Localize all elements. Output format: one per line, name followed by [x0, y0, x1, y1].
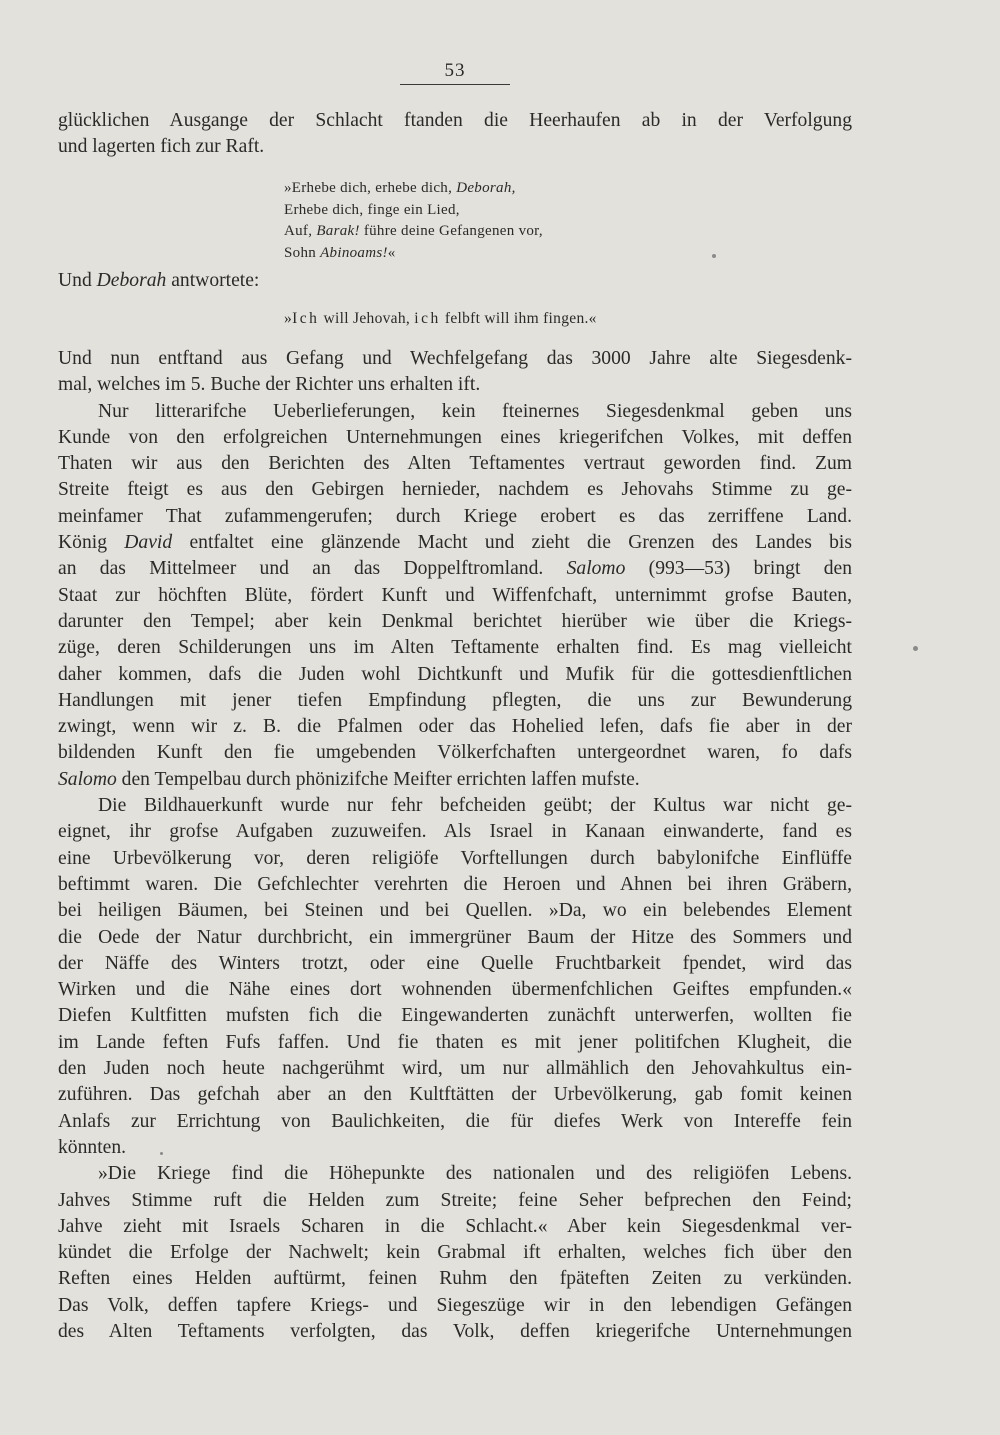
- verse-text: führe deine Gefangenen vor,: [359, 223, 543, 239]
- text-line: den Juden noch heute nachgerühmt wird, um nur allmählich den Jehovahkultus ein-: [58, 1058, 852, 1080]
- body-text: [58, 346, 852, 1345]
- verse-text: felbft will ihm fingen.«: [440, 310, 597, 327]
- text-line: eignet, ihr grofse Aufgaben zuzuweifen. Als Israel in Kanaan einwanderte, fand es: [58, 821, 852, 843]
- verse-line: [284, 221, 664, 243]
- verse-name: Deborah,: [456, 180, 516, 196]
- song-quote-deborah: [284, 310, 597, 328]
- spaced-word: ich: [414, 310, 441, 327]
- intro-name: Deborah: [96, 270, 167, 291]
- text-line: der Näffe des Winters trotzt, oder eine Quelle Fruchtbarkeit fpendet, wird das: [58, 952, 852, 974]
- italic-name: Salomo: [58, 768, 117, 790]
- intro-text: antwortete:: [166, 270, 260, 291]
- spaced-word: Ich: [292, 310, 320, 327]
- text-line: Staat zur höchften Blüte, fördert Kunft und Wiffenfchaft, unternimmt grofse Bauten,: [58, 584, 852, 606]
- text-line: zwingt, wenn wir z. B. die Pfalmen oder das Hohelied lefen, dafs fie aber in der: [58, 716, 852, 738]
- text-line: bei heiligen Bäumen, bei Steinen und bei Quellen. »Da, wo ein belebendes Element: [58, 900, 852, 922]
- text-line: könnten.: [58, 1136, 127, 1158]
- text-line: Nur litterarifche Ueberlieferungen, kein fteinernes Siegesdenkmal geben uns: [98, 400, 852, 422]
- page-number: 53: [400, 60, 510, 85]
- intro-text: Und: [58, 270, 97, 291]
- verse-line: [284, 200, 664, 222]
- text-line: »Die Kriege find die Höhepunkte des nationalen und des religiöfen Lebens.: [98, 1163, 852, 1185]
- text-line: darunter den Tempel; aber kein Denkmal berichtet hierüber wie über die Kriegs-: [58, 610, 852, 632]
- text-line: des Alten Teftaments verfolgten, das Volk, deffen kriegerifche Unternehmungen: [58, 1320, 852, 1342]
- text-line: Kunde von den erfolgreichen Unternehmungen eines kriegerifchen Volkes, mit deffen: [58, 426, 852, 448]
- verse-text: Auf,: [284, 223, 317, 239]
- text-line: meinfamer That zufammengerufen; durch Kriege erobert es das zerriffene Land.: [58, 505, 852, 527]
- text-line: Und nun entftand aus Gefang und Wechfelgefang das 3000 Jahre alte Siegesdenk-: [58, 348, 852, 369]
- verse-text: Sohn: [284, 244, 321, 261]
- line-part: (993—53) bringt den: [625, 558, 852, 580]
- text-line: [58, 767, 852, 793]
- paragraph-top: [58, 108, 852, 161]
- text-line: daher kommen, dafs die Juden wohl Dichtkunft und Mufik für die gottesdienftlichen: [58, 663, 852, 685]
- verse-line: [284, 178, 664, 200]
- text-line: glücklichen Ausgange der Schlacht ftanden die Heerhaufen ab in der Verfolgung: [58, 110, 852, 131]
- text-line: eine Urbevölkerung vor, deren religiöfe Vorftellungen durch babylonifche Einflüffe: [58, 847, 852, 869]
- line-part: König: [58, 532, 125, 554]
- verse-text: will Jehovah,: [319, 310, 415, 327]
- text-line: Die Bildhauerkunft wurde nur fehr befcheiden geübt; der Kultus war nicht ge-: [98, 795, 852, 817]
- intro-line: [58, 270, 259, 292]
- text-line: zuführen. Das gefchah aber an den Kultftätten der Urbevölkerung, gab fomit keinen: [58, 1084, 852, 1106]
- scan-speck: [913, 646, 918, 651]
- line-part: an das Mittelmeer und an das Doppelftromland.: [58, 558, 567, 580]
- text-line: bildenden Kunft den fie umgebenden Völkerfchaften untergeordnet waren, fo dafs: [58, 742, 852, 764]
- text-line: Reften eines Helden auftürmt, feinen Ruhm den fpäteften Zeiten zu verkünden.: [58, 1268, 852, 1290]
- text-line: im Lande feften Fufs faffen. Und fie thaten es mit jener politifchen Klugheit, die: [58, 1031, 852, 1053]
- italic-name: Salomo: [566, 558, 626, 580]
- text-line: [58, 530, 852, 556]
- text-line: kündet die Erfolge der Nachwelt; kein Grabmal ift erhalten, welches fich über den: [58, 1242, 852, 1264]
- song-quote-barak: [284, 178, 664, 264]
- text-line: Handlungen mit jener tiefen Empfindung pflegten, die uns zur Bewunderung: [58, 689, 852, 711]
- text-line: Streite fteigt es aus den Gebirgen hernieder, nachdem es Jehovahs Stimme zu ge-: [58, 479, 852, 501]
- text-line: [58, 556, 852, 582]
- italic-name: David: [124, 532, 173, 554]
- text-line: die Oede der Natur durchbricht, ein immergrüner Baum der Hitze des Sommers und: [58, 926, 852, 948]
- quote-mark: »: [284, 310, 293, 327]
- verse-text: »Erhebe dich, erhebe dich,: [284, 180, 457, 196]
- text-line: Thaten wir aus den Berichten des Alten Teftamentes vertraut geworden find. Zum: [58, 453, 852, 475]
- text-line: mal, welches im 5. Buche der Richter uns erhalten ift.: [58, 374, 481, 396]
- verse-text: «: [387, 244, 396, 261]
- scan-speck: [712, 254, 716, 258]
- text-line: Diefen Kultfitten mufsten fich die Eingewanderten zunächft unterwerfen, wollten fie: [58, 1005, 852, 1027]
- text-line: Wirken und die Nähe eines dort wohnenden übermenfchlichen Geiftes empfunden.«: [58, 979, 852, 1001]
- text-line: Jahve zieht mit Israels Scharen in die Schlacht.« Aber kein Siegesdenkmal ver-: [58, 1215, 852, 1237]
- text-line: beftimmt waren. Die Gefchlechter verehrten die Heroen und Ahnen bei ihren Gräbern,: [58, 873, 852, 895]
- text-line: Das Volk, deffen tapfere Kriegs- und Siegeszüge wir in den lebendigen Gefängen: [58, 1294, 852, 1316]
- text-line: Jahves Stimme ruft die Helden zum Streite; feine Seher befprechen den Feind;: [58, 1189, 852, 1211]
- verse-name: Barak!: [316, 223, 360, 239]
- text-line: züge, deren Schilderungen uns im Alten Teftamente erhalten find. Es mag vielleicht: [58, 637, 852, 659]
- scan-speck: [160, 1152, 163, 1155]
- line-part: den Tempelbau durch phönizifche Meifter errichten laffen mufste.: [116, 768, 640, 790]
- verse-line: [284, 243, 664, 265]
- text-line: und lagerten fich zur Raft.: [58, 136, 265, 158]
- verse-text: Erhebe dich, finge ein Lied,: [284, 201, 460, 218]
- verse-name: Abinoams!: [320, 244, 388, 261]
- text-line: Anlafs zur Errichtung von Baulichkeiten, die für diefes Werk von Intereffe fein: [58, 1110, 852, 1132]
- line-part: entfaltet eine glänzende Macht und zieht die Grenzen des Landes bis: [172, 532, 852, 554]
